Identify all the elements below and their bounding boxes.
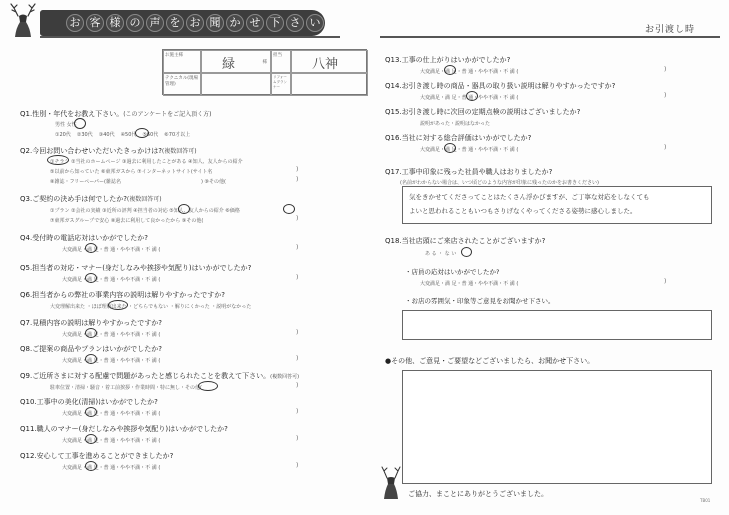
title-char: 聞 xyxy=(206,14,224,32)
deer-logo-icon xyxy=(4,2,44,38)
q11-title: Q11.職人のマナー(身だしなみや挨拶や気配り)はいかがでしたか? xyxy=(20,425,228,433)
q18-sub-title: ・店員の応対はいかがでしたか? xyxy=(405,268,500,276)
q8-title: Q8.ご提案の商品やプランはいかがでしたか? xyxy=(20,345,162,353)
owner-handwritten: 緑 xyxy=(222,57,236,72)
q16-rating: 大変満足・満 足・普 通・やや不満・不 満 ( xyxy=(420,147,519,153)
q3-circle-mark-2 xyxy=(283,204,295,214)
q5-title: Q5.担当者の対応・マナー(身だしなみや挨拶や気配り)はいかがでしたか? xyxy=(20,264,252,272)
district-handwritten: 八神 xyxy=(312,57,339,72)
q9-circle-mark xyxy=(198,381,218,391)
title-char: 客 xyxy=(86,14,104,32)
q10-rating: 大変満足・満 足・普 通・やや不満・不 満 ( xyxy=(62,411,161,417)
title-char: の xyxy=(126,14,144,32)
q7-circle-mark xyxy=(85,328,97,338)
q18-sub2-title: ・お店の雰囲気・印象等ご意見をお聞かせ下さい。 xyxy=(405,297,555,305)
q2-options-line1: ①チラシ ②当社のホームページ ③過去に利用したことがある ④知人、友人からの紹介 xyxy=(50,159,243,165)
q8-circle-mark xyxy=(85,354,97,364)
q10-circle-mark xyxy=(85,407,97,417)
title-char: お xyxy=(186,14,204,32)
form-code: TB01 xyxy=(700,498,711,503)
q7-title: Q7.見積内容の説明は解りやすかったですか? xyxy=(20,319,162,327)
q14-title: Q14.お引き渡し時の商品・器具の取り扱い説明は解りやすかったですか? xyxy=(385,82,616,90)
staff-info-table xyxy=(162,49,367,95)
title-banner xyxy=(40,10,325,36)
header-underline-left xyxy=(40,36,340,38)
q17-answer-box[interactable] xyxy=(402,186,712,224)
q14-circle-mark xyxy=(466,91,478,101)
q16-title: Q16.当社に対する総合評価はいかがでしたか? xyxy=(385,134,532,142)
district-value-cell xyxy=(291,50,368,73)
other-title: ●その他、ご意見・ご要望などございましたら、お聞かせ下さい。 xyxy=(385,357,595,365)
q14-rating: 大変満足・満 足・普 通・やや不満・不 満 ( xyxy=(420,95,519,101)
q3-options-line2: ⑦東邦ガスグループで安心 ⑧過去に利用して良かったから ⑨その他( xyxy=(50,218,204,224)
q13-title: Q13.工事の仕上がりはいかがでしたか? xyxy=(385,56,511,64)
reform-label-cell: リフォームプランナー xyxy=(271,73,291,96)
age-option: ⑥70才以上 xyxy=(164,132,191,138)
q9-title: Q9.ご近所さまに対する配慮で問題があったと感じられたことを教えて下さい。(複数回答可) xyxy=(20,372,300,380)
header-right-label: お引渡し時 xyxy=(644,25,695,35)
q4-circle-mark xyxy=(85,243,97,253)
q1-title: Q1.性別・年代をお教え下さい。(このアンケートをご記入頂く方) xyxy=(20,110,212,118)
age-option: ③40代 xyxy=(98,132,115,138)
q15-title: Q15.お引き渡し時に次回の定期点検の説明はございましたか? xyxy=(385,108,581,116)
q3-circle-mark-1 xyxy=(178,204,190,214)
q13-rating: 大変満足・満 足・普 通・やや不満・不 満 ( xyxy=(420,69,519,75)
other-comments-box[interactable] xyxy=(402,370,712,484)
q12-title: Q12.安心して工事を進めることができましたか? xyxy=(20,452,174,460)
district-label-cell: 担当 xyxy=(271,50,291,73)
reform-value-cell xyxy=(291,73,368,96)
title-char: さ xyxy=(286,14,304,32)
title-char: 下 xyxy=(266,14,284,32)
footer-thanks: ご協力、まことにありがとうございました。 xyxy=(408,490,548,498)
q17-handwritten-line2: よいと思われることもいつもさりげなくやってくださる姿勢に感心しました。 xyxy=(409,207,637,215)
q13-circle-mark xyxy=(444,65,456,75)
q17-title: Q17.工事中印象に残った社員や職人はおりましたか? xyxy=(385,168,553,176)
q17-handwritten-line1: 気をきかせてくださってことはたくさん浮かびますが、ご丁寧な対応をしなくても xyxy=(409,193,650,201)
q6-options: 大変理解出来た ・ほぼ理解出来た ・どちらでもない ・解りにくかった ・説明がなかった xyxy=(50,304,252,310)
q18-circle-mark xyxy=(461,247,472,257)
q18-sub-rating: 大変満足・満 足・普 通・やや不満・不 満 ( xyxy=(420,281,519,287)
shop-impression-box[interactable] xyxy=(402,310,712,340)
q2-options-line3: ⑧雑誌・フリーペーパー(雑誌名 ) ⑨その他( xyxy=(50,179,226,185)
q6-circle-mark xyxy=(108,300,128,310)
age-option: ④50代 xyxy=(120,132,137,138)
owner-label-cell: お施主様 xyxy=(163,50,201,73)
q7-rating: 大変満足・満 足・普 通・やや不満・不 満 ( xyxy=(62,332,161,338)
gender-circle-mark xyxy=(74,118,86,129)
age-option: ②30代 xyxy=(76,132,93,138)
q11-rating: 大変満足・満 足・普 通・やや不満・不 満 ( xyxy=(62,438,161,444)
title-char: を xyxy=(166,14,184,32)
title-char: お xyxy=(66,14,84,32)
q15-options: 説明があった・説明はなかった xyxy=(420,121,490,127)
q9-options: 駐車位置・清掃・騒音・着工前挨拶・作業時間・特に無し・その他( xyxy=(50,385,202,391)
tech-value-cell xyxy=(201,73,271,96)
q2-options-line2: ⑤以前から知っていた ⑥東邦ガスから ⑦インターネットサイト(サイト名 xyxy=(50,169,213,175)
age-option: ①20代 xyxy=(55,132,71,138)
q1-ages xyxy=(55,131,196,138)
q12-rating: 大変満足・満 足・普 通・やや不満・不 満 ( xyxy=(62,465,161,471)
q17-note: (名前がわからない場合は、いつ頃どのような内容が印象に残ったのかをお書きください) xyxy=(400,180,599,186)
q5-circle-mark xyxy=(85,273,97,283)
q5-rating: 大変満足・満 足・普 通・やや不満・不 満 ( xyxy=(62,277,161,283)
q3-title: Q3.ご契約の決め手は何でしたか?(複数回答可) xyxy=(20,195,162,203)
age-circle-mark xyxy=(135,128,149,138)
title-char: 声 xyxy=(146,14,164,32)
q2-title: Q2.今回お問い合わせいただいたきっかけは?(複数回答可) xyxy=(20,147,197,155)
q11-circle-mark xyxy=(85,434,97,444)
title-char: せ xyxy=(246,14,264,32)
q8-rating: 大変満足・満 足・普 通・やや不満・不 満 ( xyxy=(62,358,161,364)
deer-footer-icon xyxy=(378,466,404,500)
q6-title: Q6.担当者からの弊社の事業内容の説明は解りやすかったですか? xyxy=(20,291,225,299)
owner-value-cell: 緑 様 xyxy=(201,50,271,73)
q18-options: あ る ・ な い xyxy=(425,251,457,257)
age-option: ⑤60代 xyxy=(142,132,159,138)
q4-title: Q4.受付時の電話応対はいかがでしたか? xyxy=(20,234,148,242)
title-char: 様 xyxy=(106,14,124,32)
title-char: い xyxy=(306,14,324,32)
q1-gender: 男性 女性 xyxy=(55,122,77,128)
q2-circle-mark xyxy=(47,155,69,165)
q16-circle-mark xyxy=(444,143,456,153)
header-underline-right xyxy=(380,36,720,38)
title-char: か xyxy=(226,14,244,32)
q10-title: Q10.工事中の美化(清掃)はいかがでしたか? xyxy=(20,398,158,406)
q18-title: Q18.当社店頭にご来店されたことがございますか? xyxy=(385,237,546,245)
q3-options-line1: ①プラン ②会社の実績 ③近所の評判 ④担当者の対応 ⑤知人、友人からの紹介 ⑥価格 xyxy=(50,208,240,214)
survey-page: お 客 様 の 声 を お 聞 か せ 下 さ い お引渡し時 お施主様 緑 様 担当 八神 テクニカル(現場管理) リフォームプランナー Q1.性別・年代をお教え下さい。(このアンケートをご記入頂く方) 男性 女性 ①20代 ②30代 ③40代 ④50代 ⑤60代 ⑥70才以上 Q2.今回お問い合わせいただいたきっかけは?(複数回答可) ①チラシ ②当社のホームページ ③過去に利用したことがある ④知人、友人からの紹介 ⑤以前から知っていた ⑥東邦ガスから ⑦インターネットサイト(サイト名 ) ⑧雑誌・フリーペーパー(雑誌名 ) ⑨その他( ) Q3.ご契約の決め手は何でしたか?(複数回答可) ①プラン ②会社の実績 ③近所の評判 ④担当者の対応 ⑤知人、友人からの紹介 ⑥価格 ⑦東邦ガスグループで安心 ⑧過去に利用して良かったから ⑨その他( ) Q4.受付時の電話応対はいかがでしたか? 大変満足・満 足・普 通・やや不満・不 満 ( ) Q5.担当者の対応・マナー(身だしなみや挨拶や気配り)はいかがでしたか? 大変満足・満 足・普 通・やや不満・不 満 ( ) Q6.担当者からの弊社の事業内容の説明は解りやすかったですか? 大変理解出来た ・ほぼ理解出来た ・どちらでもない ・解りにくかった ・説明がなかった Q7.見積内容の説明は解りやすかったですか? 大変満足・満 足・普 通・やや不満・不 満 ( ) Q8.ご提案の商品やプランはいかがでしたか? 大変満足・満 足・普 通・やや不満・不 満 ( ) Q9.ご近所さまに対する配慮で問題があったと感じられたことを教えて下さい。(複数回答可) 駐車位置・清掃・騒音・着工前挨拶・作業時間・特に無し・その他( ) Q10.工事中の美化(清掃)はいかがでしたか? 大変満足・満 足・普 通・やや不満・不 満 ( ) Q11.職人のマナー(身だしなみや挨拶や気配り)はいかがでしたか? 大変満足・満 足・普 通・やや不満・不 満 ( ) Q12.安心して工事を進めることができましたか? 大変満足・満 足・普 通・やや不満・不 満 ( ) Q13.工事の仕上がりはいかがでしたか? 大変満足・満 足・普 通・やや不満・不 満 ( ) Q14.お引き渡し時の商品・器具の取り扱い説明は解りやすかったですか? 大変満足・満 足・普 通・やや不満・不 満 ( ) Q15.お引き渡し時に次回の定期点検の説明はございましたか? 説明があった・説明はなかった Q16.当社に対する総合評価はいかがでしたか? 大変満足・満 足・普 通・やや不満・不 満 ( ) Q17.工事中印象に残った社員や職人はおりましたか? (名前がわからない場合は、いつ頃どのような内容が印象に残ったのかをお書きください) 気をきかせてくださってことはたくさん浮かびますが、ご丁寧な対応をしなくても よいと思われることもいつもさりげなくやってくださる姿勢に感心しました。 Q18.当社店頭にご来店されたことがございますか? あ る ・ な い ・店員の応対はいかがでしたか? 大変満足・満 足・普 通・やや不満・不 満 ( ) ・お店の雰囲気・印象等ご意見をお聞かせ下さい。 ●その他、ご意見・ご要望などございましたら、お聞かせ下さい。 ご協力、まことにありがとうございました。 TB01 xyxy=(0,0,729,515)
q12-circle-mark xyxy=(85,461,97,471)
tech-label-cell: テクニカル(現場管理) xyxy=(163,73,201,96)
q4-rating: 大変満足・満 足・普 通・やや不満・不 満 ( xyxy=(62,247,161,253)
